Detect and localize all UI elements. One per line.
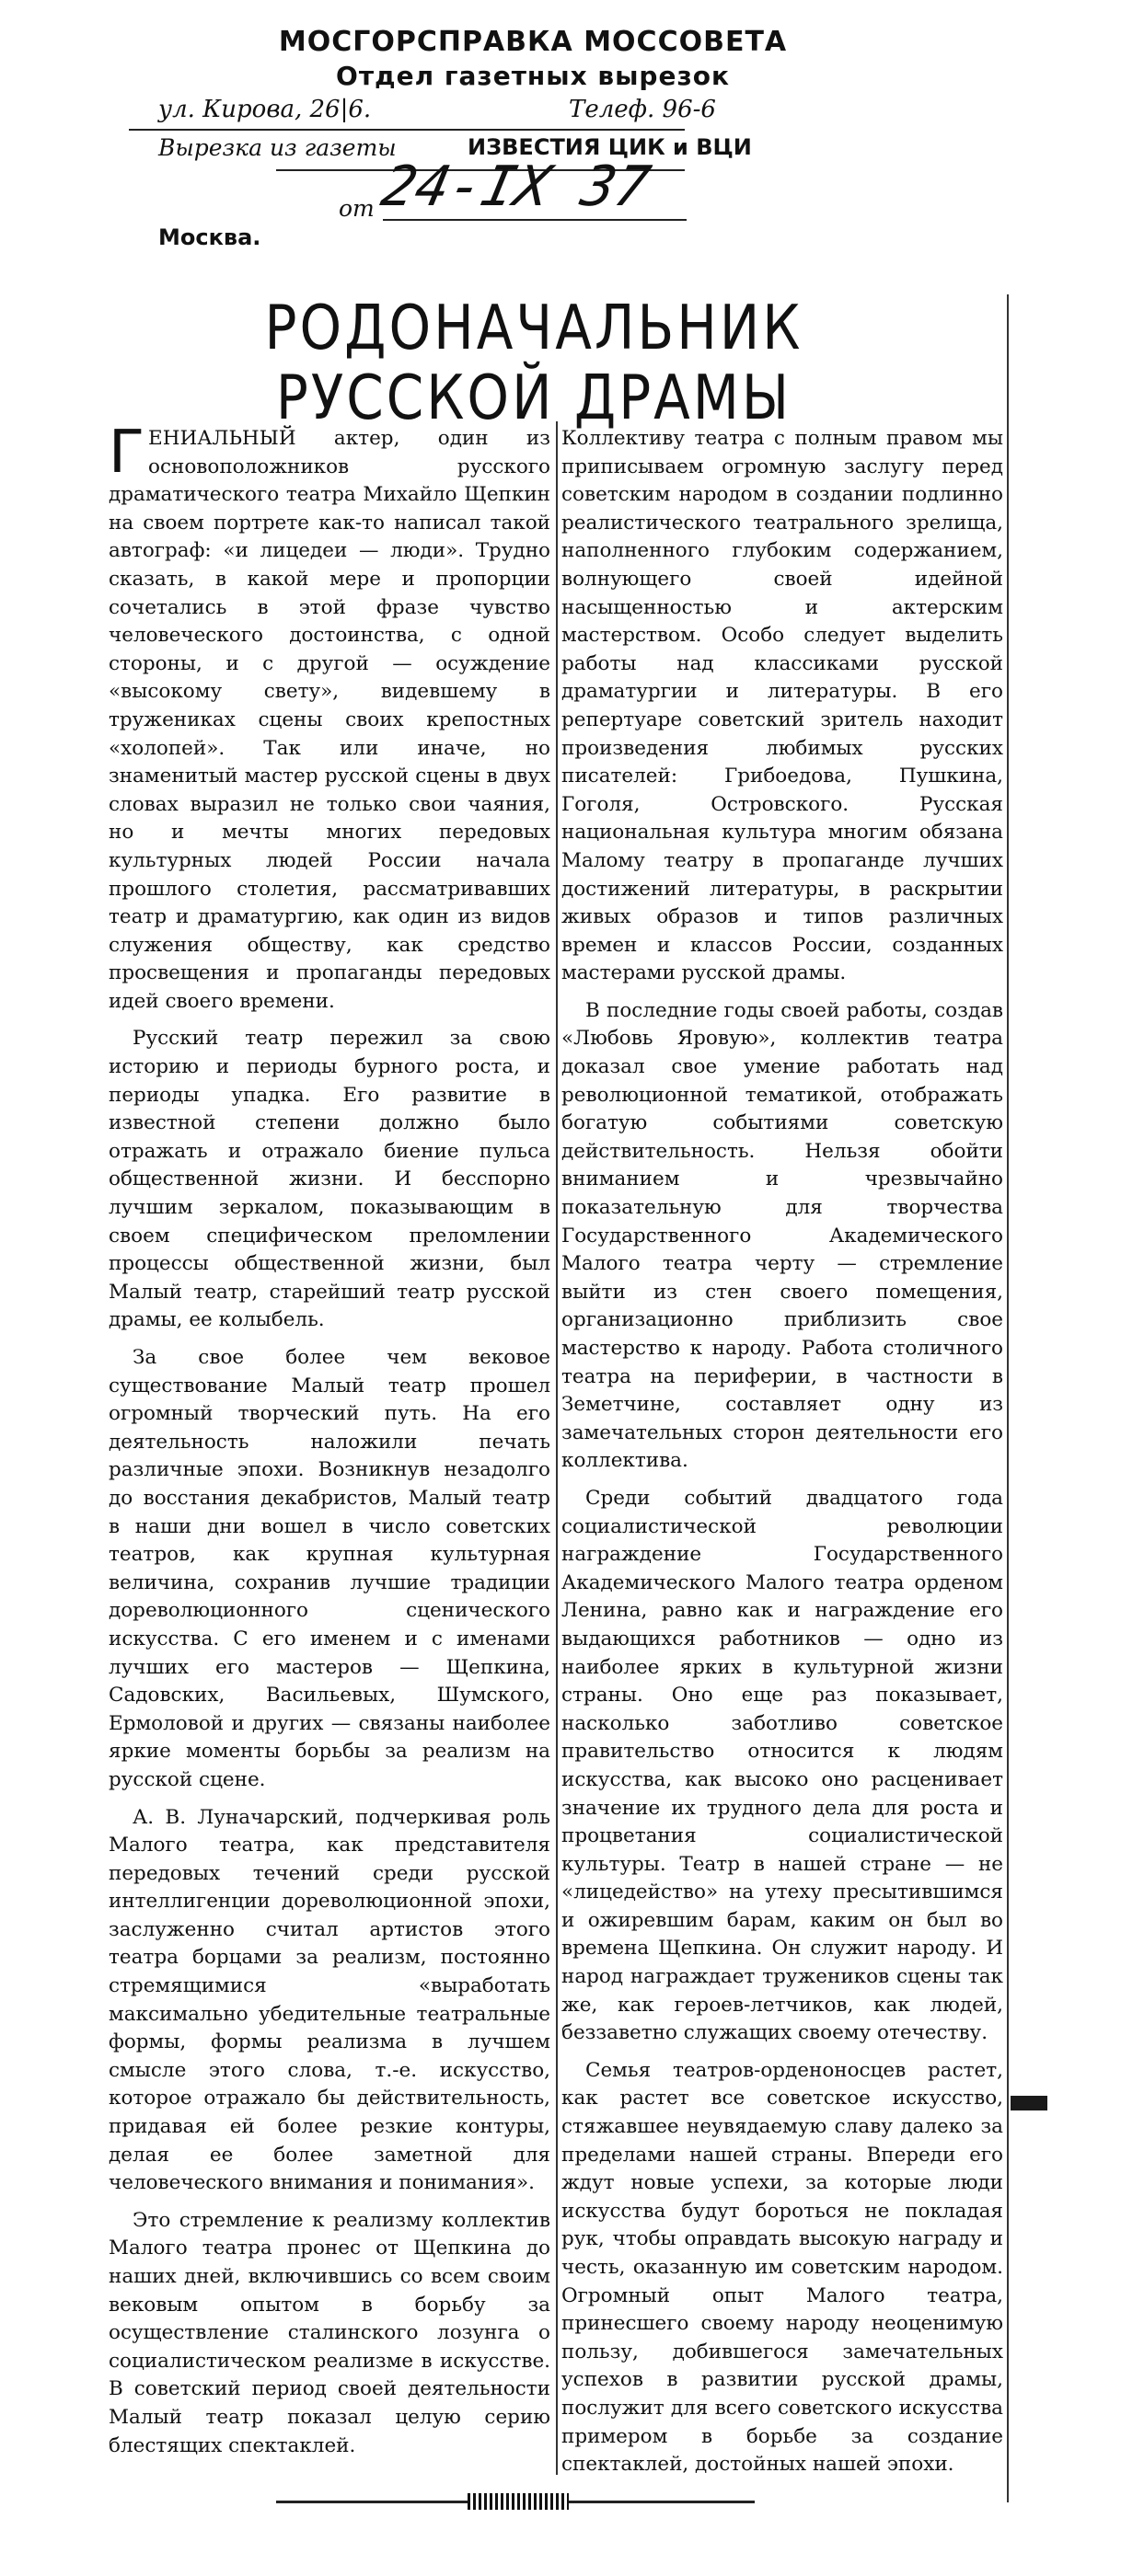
paragraph: В последние годы своей работы, создав «Любовь Яровую», коллектив театра доказал свое умение работать над революционной тематикой, отображать богатую событиями советскую действительность. Нельзя обойти вниманием и чрезвычайно показательную для творчества Государственного Академического Малого театра черту — стремление выйти из стен своего помещения, организационно приблизить свое мастерство к народу. Работа столичного театра на периферии, в частности в Земетчине, составляет одну из замечательных сторон деятельности его коллектива. bbox=[561, 998, 1003, 1473]
bureau-phone: Телеф. 96-6 bbox=[569, 96, 716, 123]
paragraph: ГЕНИАЛЬНЫЙ актер, один из основоположников русского драматического театра Михайло Щепкин на своем портрете как-то написал такой автограф: «и лицедеи — люди». Трудно сказать, в какой мере и пропорции сочетались в этой фразе чувство человеческого достоинства, с одной стороны, и с другой — осуждение «высокому свету», видевшему в тружениках сцены своих крепостных «холопей». Так или иначе, но знаменитый мастер русской сцены в двух словах выразил не только свои чаяния, но и мечты многих передовых культурных людей России начала прошлого столетия, рассматривавших театр и драматургию, как один из видов служения обществу, как средство просвещения и пропаганды передовых идей своего времени. bbox=[109, 419, 550, 1013]
footer-ornament bbox=[468, 2493, 569, 2510]
article-title bbox=[175, 293, 893, 432]
margin-mark bbox=[1011, 2096, 1047, 2110]
column-divider bbox=[556, 421, 558, 2475]
paragraph: Это стремление к реализму коллектив Малого театра пронес от Щепкина до наших дней, включившись со всем своим вековым опытом в борьбу за осуществление сталинского лозунга о социалистическом реализме в искусстве. В советский период своей деятельности Малый театр показал целую серию блестящих спектаклей. bbox=[109, 2208, 550, 2457]
handwritten-date: 24-IX 37 bbox=[376, 155, 656, 219]
paragraph: Русский театр пережил за свою историю и периоды бурного роста, и периоды упадка. Его развитие в известной степени должно было отражать и отражало биение пульса общественной жизни. И бесспорно лучшим зеркалом, показывающим в своем специфическом преломлении процессы общественной жизни, был Малый театр, старейший театр русской драмы, ее колыбель. bbox=[109, 1027, 550, 1332]
right-column bbox=[561, 425, 1003, 2489]
department-name: Отдел газетных вырезок bbox=[336, 61, 730, 91]
bureau-address: ул. Кирова, 26|6. bbox=[158, 96, 372, 123]
bureau-name: МОСГОРСПРАВКА МОССОВЕТА bbox=[278, 26, 788, 58]
city-label: Москва. bbox=[158, 224, 261, 250]
paragraph: Семья театров-орденоносцев растет, как растет все советское искусство, стяжавшее неувядаемую славу далеко за пределами нашей страны. Впереди его ждут новые успехи, за которые люди искусства будут бороться не покладая рук, чтобы оправдать высокую награду и честь, оказанную им советским народом. Огромный опыт Малого театра, принесшего своему народу неоценимую пользу, добившегося замечательных успехов в развитии русской драмы, послужит для всего советского искусства примером в борьбе за создание спектаклей, достойных нашей эпохи. bbox=[561, 2058, 1003, 2477]
title-line-2: РУССКОЙ ДРАМЫ bbox=[275, 361, 792, 433]
clipping-label: Вырезка из газеты bbox=[158, 134, 397, 161]
paragraph: Коллективу театра с полным правом мы приписываем огромную заслугу перед советским народом в создании подлинно реалистического театрального зрелища, наполненного глубоким содержанием, волнующего своей идейной насыщенностью и актерским мастерством. Особо следует выделить работы над классиками русской драматургии и литературы. В его репертуаре советский зритель находит произведения любимых русских писателей: Грибоедова, Пушкина, Гоголя, Островского. Русская национальная культура многим обязана Малому театру в пропаганде лучших достижений литературы, в раскрытии живых образов и типов различных времен и классов России, созданных мастерами русской драмы. bbox=[561, 427, 1003, 985]
newspaper-name: ИЗВЕСТИЯ ЦИК и ВЦИ bbox=[468, 134, 752, 160]
paragraph: Среди событий двадцатого года социалистической революции награждение Государственного Академического Малого театра орденом Ленина, равно как и награждение его выдающихся работников — одно из наиболее ярких в культурной жизни страны. Оно еще раз показывает, насколько заботливо советское правительство относится к людям искусства, как высоко оно расценивает значение их трудного дела для роста и процветания социалистической культуры. Театр в нашей стране — не «лицедейство» на утеху пресытившимся и ожиревшим барам, каким он был во времена Щепкина. Он служит народу. И народ награждает тружеников сцены так же, как героев-летчиков, как людей, беззаветно служащих своему отечеству. bbox=[561, 1486, 1003, 2045]
date-rule bbox=[383, 219, 687, 221]
left-column bbox=[109, 419, 550, 2469]
right-border-rule bbox=[1007, 294, 1009, 2502]
title-line-1: РОДОНАЧАЛЬНИК bbox=[264, 291, 803, 364]
header-rule bbox=[129, 129, 685, 131]
paragraph: За свое более чем вековое существование Малый театр прошел огромный творческий путь. На его деятельность наложили печать различные эпохи. Возникнув незадолго до восстания декабристов, Малый театр в наши дни вошел в число советских театров, как крупная культурная величина, сохранив лучшие традиции дореволюционного сценического искусства. С его именем и с именами лучших его мастеров — Щепкина, Садовских, Васильевых, Шумского, Ермоловой и других — связаны наиболее яркие моменты борьбы за реализм на русской сцене. bbox=[109, 1346, 550, 1791]
date-label: от bbox=[339, 195, 375, 222]
paragraph: А. В. Луначарский, подчеркивая роль Малого театра, как представителя передовых течений среди русской интеллигенции дореволюционной эпохи, заслуженно считал артистов этого театра борцами за реализм, постоянно стремящимися «выработать максимально убедительные театральные формы, формы реализма в лучшем смысле этого слова, т.-е. искусство, которое отражало бы действительность, придавая ей более резкие контуры, делая ее более заметной для человеческого внимания и понимания». bbox=[109, 1805, 550, 2195]
